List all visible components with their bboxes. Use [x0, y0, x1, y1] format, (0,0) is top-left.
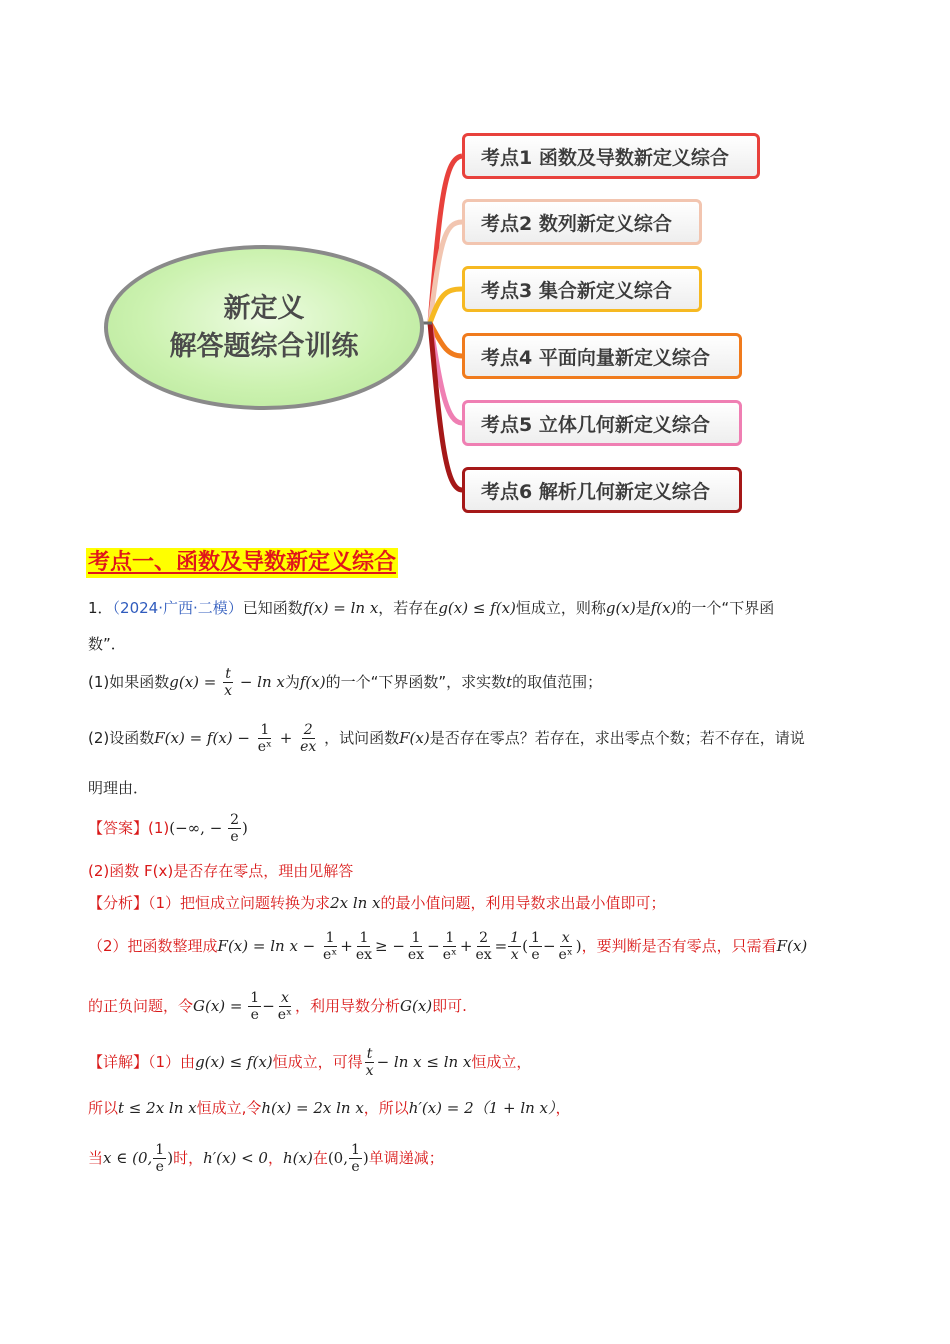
q2-text: 明理由． — [88, 779, 149, 797]
branch-node-4: 考点4 平面向量新定义综合 — [462, 333, 742, 379]
frac-num: 1 — [359, 930, 369, 946]
frac-num: 1 — [510, 930, 520, 946]
detail-text: 在 — [312, 1149, 328, 1167]
detail-math: h(x) — [282, 1149, 313, 1167]
q1-text: 的取值范围； — [512, 673, 603, 691]
detail-text: ， — [267, 1149, 283, 1167]
frac-den: x — [510, 947, 519, 963]
analysis-frac-2 — [354, 930, 374, 963]
branch-node-1: 考点1 函数及导数新定义综合 — [462, 133, 760, 179]
math-op: = — [494, 937, 508, 955]
answer-1-interval: (−∞, − — [169, 819, 223, 837]
stem-math-gx: g(x) — [605, 599, 636, 617]
section-title: 考点一、函数及导数新定义综合 — [86, 548, 398, 578]
center-topic — [104, 245, 424, 410]
branch-node-5: 考点5 立体几何新定义综合 — [462, 400, 742, 446]
frac-num: x — [561, 930, 570, 946]
answer-1-fraction — [228, 812, 241, 845]
q2-math-Fx: F(x) — [399, 729, 430, 747]
analysis-frac-8 — [557, 930, 575, 963]
q2-text: ，试问函数 — [324, 729, 400, 747]
detail-text: 当 — [88, 1149, 104, 1167]
answer-frac-num: 2 — [230, 812, 239, 828]
detail-frac-2 — [153, 1142, 166, 1175]
detail-line1 — [88, 1046, 531, 1079]
detail-text: ， — [555, 1099, 571, 1117]
stem-text: 数”． — [88, 635, 126, 653]
math-op: ) — [167, 1149, 174, 1167]
detail-math: h′(x) = 2（1 + ln x） — [408, 1099, 556, 1117]
frac-den: eˣ — [277, 1007, 292, 1023]
math-op: + — [340, 937, 353, 955]
detail-math: h′(x) < 0 — [203, 1149, 268, 1167]
analysis-math: 2x ln x — [330, 894, 381, 912]
frac-num: 1 — [411, 930, 421, 946]
problem-number: 1． — [88, 599, 113, 617]
frac-den: eˣ — [558, 947, 573, 963]
q1-fraction — [222, 666, 234, 699]
frac-den: ex — [475, 947, 492, 963]
question-2-line2 — [88, 777, 148, 799]
frac-num: t — [366, 1046, 373, 1062]
q2-fraction-2 — [298, 722, 318, 755]
frac-num: 1 — [250, 990, 260, 1006]
q1-text: (1)如果函数 — [88, 673, 170, 691]
analysis-math-G: G(x) = — [193, 997, 243, 1015]
question-2 — [88, 722, 805, 755]
analysis-math-F: F(x) = ln x − — [217, 937, 316, 955]
detail-frac-1 — [364, 1046, 376, 1079]
q2-fraction-1 — [256, 722, 274, 755]
frac-den: e — [250, 1007, 259, 1023]
analysis-text: 的正负问题，令 — [88, 997, 194, 1015]
detail-text: 所以 — [88, 1099, 119, 1117]
analysis-line3 — [88, 990, 467, 1023]
answer-line2: (2)函数 F(x)是否存在零点，理由见解答 — [88, 862, 354, 880]
frac-num: x — [280, 990, 289, 1006]
math-op: ) — [362, 1149, 369, 1167]
frac-num: 1 — [351, 1142, 360, 1158]
math-op: − — [262, 997, 275, 1015]
answer-line1 — [88, 812, 248, 845]
detail-text: 时， — [173, 1149, 204, 1167]
frac-num: 1 — [445, 930, 455, 946]
detail-line3 — [88, 1142, 444, 1175]
answer-1-prefix: (1) — [148, 819, 170, 837]
math-op: − — [427, 937, 440, 955]
q2-math-F: F(x) = f(x) − — [154, 729, 250, 747]
detail-text: 恒成立，可得 — [272, 1053, 363, 1071]
detail-math: (0, — [327, 1149, 348, 1167]
detail-text: 恒成立， — [471, 1053, 532, 1071]
detail-line2 — [88, 1097, 571, 1119]
frac-den: eˣ — [323, 947, 338, 963]
detail-label: 【详解】 — [88, 1053, 149, 1071]
frac-num: 1 — [325, 930, 335, 946]
frac-den: x — [365, 1063, 374, 1079]
stem-text: 恒成立，则称 — [515, 599, 606, 617]
analysis-text: ，要判断是否有零点，只需看 — [581, 937, 777, 955]
detail-math: x ∈ (0, — [103, 1149, 153, 1167]
q1-frac-num: t — [225, 666, 231, 682]
question-1 — [88, 666, 602, 699]
stem-text: ，若存在 — [378, 599, 439, 617]
analysis-frac-5 — [473, 930, 493, 963]
frac-den: e — [351, 1159, 360, 1175]
frac-den: e — [155, 1159, 164, 1175]
analysis-line1 — [88, 892, 666, 914]
answer-1-interval-close: ) — [242, 819, 248, 837]
q2-frac1-num: 1 — [260, 722, 270, 738]
frac-num: 1 — [531, 930, 540, 946]
analysis-g-frac-1 — [248, 990, 261, 1023]
analysis-label: 【分析】 — [88, 894, 149, 912]
q2-frac2-den: ex — [300, 739, 317, 755]
frac-den: ex — [355, 947, 373, 963]
math-op: ≥ − — [375, 937, 405, 955]
mind-map — [0, 0, 950, 540]
q2-frac1-den: eˣ — [257, 739, 272, 755]
analysis-text: 即可. — [432, 997, 467, 1015]
q1-math-t: t — [506, 673, 513, 691]
q1-text: 为 — [284, 673, 300, 691]
stem-text: 的一个“下界函 — [676, 599, 775, 617]
analysis-text: （2）把函数整理成 — [88, 937, 218, 955]
analysis-text: ，利用导数分析 — [295, 997, 401, 1015]
center-title-line1: 新定义 — [223, 292, 305, 324]
q2-text: (2)设函数 — [88, 729, 155, 747]
analysis-math-Fx: F(x) — [776, 937, 808, 955]
detail-text: 单调递减； — [368, 1149, 444, 1167]
q2-plus: + — [279, 729, 293, 747]
q1-frac-den: x — [224, 683, 233, 699]
analysis-line2 — [88, 930, 807, 963]
analysis-frac-7 — [529, 930, 542, 963]
detail-math: − ln x ≤ ln x — [376, 1053, 472, 1071]
q1-math-rest: − ln x — [239, 673, 285, 691]
analysis-g-frac-2 — [276, 990, 294, 1023]
analysis-frac-1 — [321, 930, 339, 963]
answer-label: 【答案】 — [88, 819, 149, 837]
problem-stem-line2 — [88, 633, 126, 655]
q2-text: 是否存在零点？若存在，求出零点个数；若不存在，请说 — [429, 729, 805, 747]
detail-text: 恒成立,令 — [196, 1099, 262, 1117]
analysis-frac-4 — [441, 930, 459, 963]
frac-den: eˣ — [442, 947, 457, 963]
stem-math-fx2: f(x) — [650, 599, 677, 617]
branch-node-2: 考点2 数列新定义综合 — [462, 199, 702, 245]
detail-text: （1）由 — [148, 1053, 196, 1071]
stem-text: 是 — [635, 599, 651, 617]
problem-source: （2024·广西·二模） — [112, 599, 243, 617]
analysis-math-Gx: G(x) — [400, 997, 433, 1015]
q1-math-fx: f(x) — [299, 673, 326, 691]
analysis-frac-6 — [508, 930, 521, 963]
q1-math-g: g(x) = — [169, 673, 217, 691]
q2-frac2-num: 2 — [303, 722, 313, 738]
problem-stem-line1 — [88, 597, 774, 619]
math-op: ) — [575, 937, 582, 955]
analysis-text: 的最小值问题，利用导数求出最小值即可； — [380, 894, 666, 912]
stem-text: 已知函数 — [242, 599, 303, 617]
math-op: ( — [522, 937, 529, 955]
center-title-line2: 解答题综合训练 — [169, 330, 359, 362]
frac-den: ex — [407, 947, 425, 963]
detail-text: ，所以 — [363, 1099, 409, 1117]
detail-math: t ≤ 2x ln x — [118, 1099, 197, 1117]
analysis-frac-3 — [406, 930, 426, 963]
detail-math: h(x) = 2x ln x — [261, 1099, 364, 1117]
q1-text: 的一个“下界函数”，求实数 — [325, 673, 507, 691]
detail-math: g(x) ≤ f(x) — [195, 1053, 273, 1071]
stem-math-ineq: g(x) ≤ f(x) — [438, 599, 516, 617]
analysis-text: （1）把恒成立问题转换为求 — [148, 894, 331, 912]
math-op: − — [542, 937, 556, 955]
detail-frac-3 — [349, 1142, 362, 1175]
branch-node-3: 考点3 集合新定义综合 — [462, 266, 702, 312]
stem-math-fx: f(x) = ln x — [302, 599, 379, 617]
frac-den: e — [531, 947, 540, 963]
frac-num: 2 — [479, 930, 489, 946]
frac-num: 1 — [155, 1142, 165, 1158]
math-op: + — [459, 937, 473, 955]
answer-frac-den: e — [230, 829, 239, 845]
branch-node-6: 考点6 解析几何新定义综合 — [462, 467, 742, 513]
